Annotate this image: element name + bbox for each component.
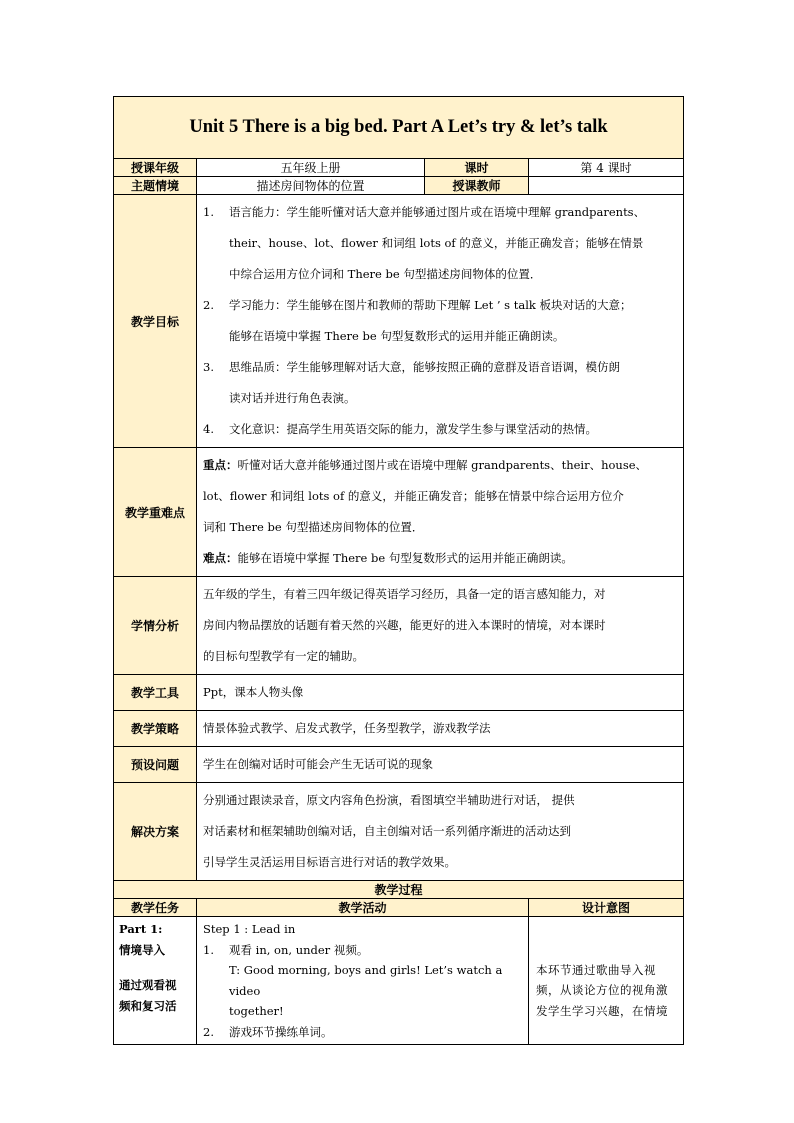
period-label: 课时 xyxy=(425,159,529,177)
grade-label: 授课年级 xyxy=(114,159,197,177)
analysis-content: 五年级的学生，有着三四年级记得英语学习经历，具备一定的语言感知能力，对 房间内物品摆放的话题有着天然的兴趣，能更好的进入本课时的情境，对本课时 的目标句型教学有一定的辅助。 xyxy=(197,577,684,675)
objective-item: 3. 思维品质：学生能够理解对话大意，能够按照正确的意群及语音语调，模仿朗 读对话并进行角色表演。 xyxy=(203,360,620,405)
col-design-header: 设计意图 xyxy=(529,899,684,917)
strategy-value: 情景体验式教学、启发式教学，任务型教学，游戏教学法 xyxy=(197,711,684,747)
tools-value: Ppt，课本人物头像 xyxy=(197,675,684,711)
theme-value: 描述房间物体的位置 xyxy=(197,177,425,195)
objectives-label: 教学目标 xyxy=(114,195,197,448)
problems-label: 预设问题 xyxy=(114,747,197,783)
solution-label: 解决方案 xyxy=(114,783,197,881)
teacher-value xyxy=(529,177,684,195)
process-heading: 教学过程 xyxy=(114,881,684,899)
process-activity-cell: Step 1 : Lead in 1. 观看 in, on, under 视频。 T: Good morning, boys and girls! Let’s watch a video together! 2. 游戏环节操练单词。 xyxy=(197,917,529,1045)
process-design-cell: 本环节通过歌曲导入视 频，从谈论方位的视角激 发学生学习兴趣，在情境 xyxy=(529,917,684,1045)
step-title: Step 1 : Lead in xyxy=(203,922,296,936)
objective-item: 1. 语言能力：学生能听懂对话大意并能够通过图片或在语境中理解 grandparents、 their、house、lot、flower 和词组 lots of 的意义，并能正确发音；能够在情景 中综合运用方位介词和 There be 句型描述房间物体的位置． xyxy=(203,205,646,281)
tools-label: 教学工具 xyxy=(114,675,197,711)
process-task-cell: Part 1: 情境导入 通过观看视 频和复习活 xyxy=(114,917,197,1045)
key-label: 重点： xyxy=(203,458,238,472)
keypoints-content: 重点：听懂对话大意并能够通过图片或在语境中理解 grandparents、their、house、 lot、flower 和词组 lots of 的意义，并能正确发音；能够在情景中综合运用方位介 词和 There be 句型描述房间物体的位置． 难点：能够在语境中掌握 There be 句型复数形式的运用并能正确朗读。 xyxy=(197,448,684,577)
problems-value: 学生在创编对话时可能会产生无话可说的现象 xyxy=(197,747,684,783)
teacher-label: 授课教师 xyxy=(425,177,529,195)
period-value: 第 4 课时 xyxy=(529,159,684,177)
objective-item: 4. 文化意识：提高学生用英语交际的能力，激发学生参与课堂活动的热情。 xyxy=(203,422,597,436)
objectives-content xyxy=(197,195,684,448)
grade-value: 五年级上册 xyxy=(197,159,425,177)
theme-label: 主题情境 xyxy=(114,177,197,195)
keypoints-label: 教学重难点 xyxy=(114,448,197,577)
strategy-label: 教学策略 xyxy=(114,711,197,747)
col-activity-header: 教学活动 xyxy=(197,899,529,917)
lesson-plan-sheet xyxy=(113,96,683,1045)
document-title: Unit 5 There is a big bed. Part A Let’s try & let’s talk xyxy=(114,97,684,159)
objective-item: 2. 学习能力：学生能够在图片和教师的帮助下理解 Let ’ s talk 板块对话的大意； 能够在语境中掌握 There be 句型复数形式的运用并能正确朗读。 xyxy=(203,298,632,343)
analysis-label: 学情分析 xyxy=(114,577,197,675)
difficulty-label: 难点： xyxy=(203,551,238,565)
lesson-plan-table xyxy=(113,96,684,1045)
solution-content: 分别通过跟读录音，原文内容角色扮演，看图填空半辅助进行对话， 提供 对话素材和框架辅助创编对话，自主创编对话一系列循序渐进的活动达到 引导学生灵活运用目标语言进行对话的教学效果。 xyxy=(197,783,684,881)
col-task-header: 教学任务 xyxy=(114,899,197,917)
